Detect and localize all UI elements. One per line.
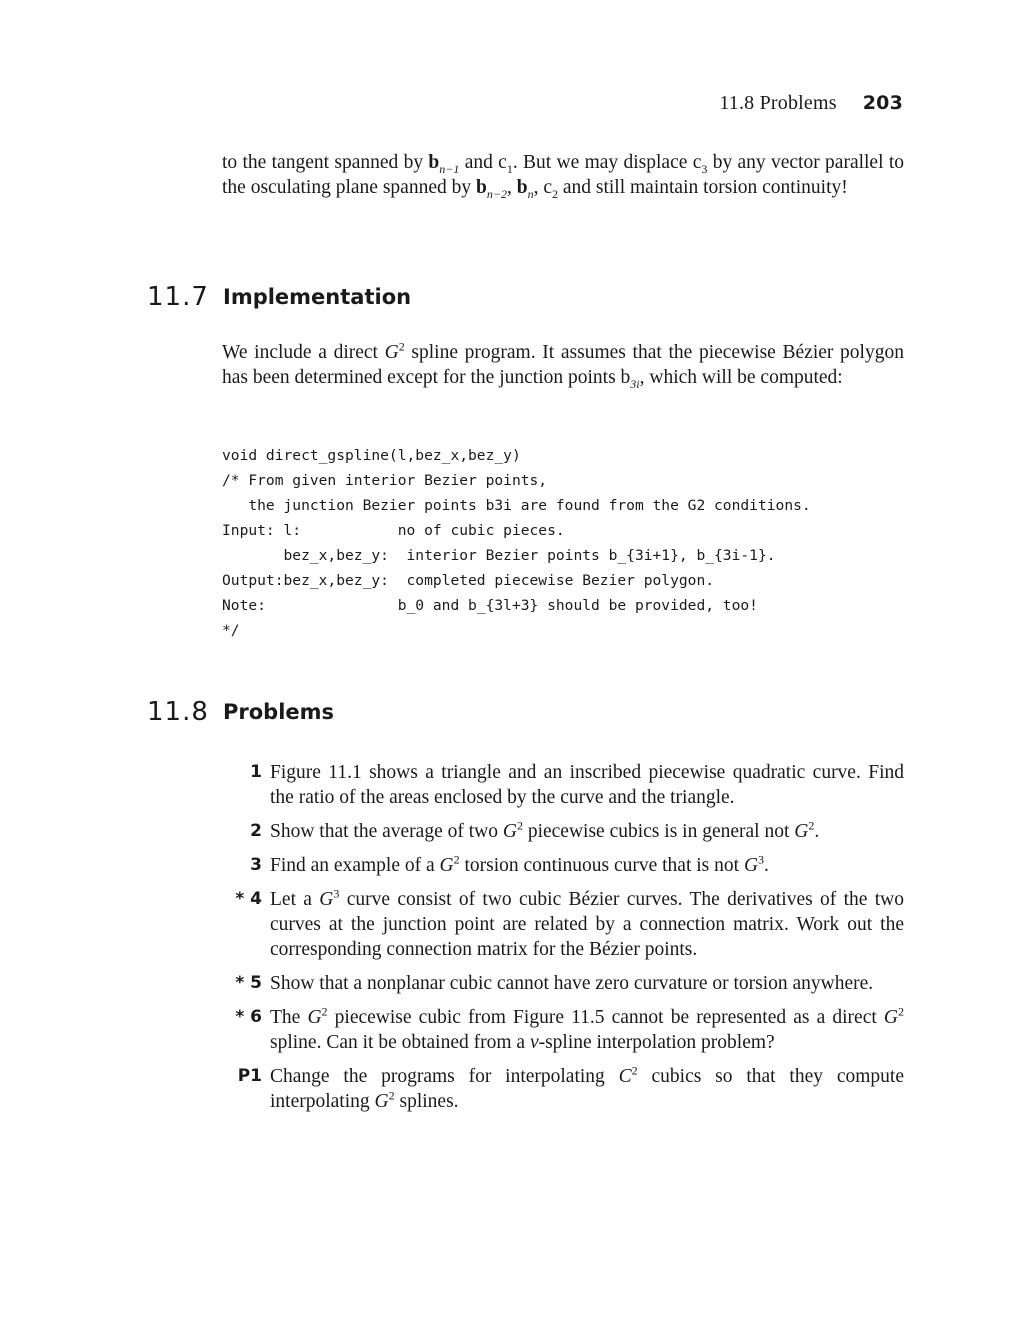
section-heading-implementation (147, 282, 411, 312)
code-line: /* From given interior Bezier points, (222, 472, 548, 489)
code-listing (222, 443, 811, 643)
code-line: bez_x,bez_y: interior Bezier points b_{3i+1}, b_{3i-1}. (222, 547, 776, 564)
problem-item: 1 Figure 11.1 shows a triangle and an inscribed piecewise quadratic curve. Find the ratio of the areas enclosed by the curve and the triangle. (222, 760, 904, 810)
code-line: void direct_gspline(l,bez_x,bez_y) (222, 447, 521, 464)
problem-item: * 5 Show that a nonplanar cubic cannot have zero curvature or torsion anywhere. (222, 971, 904, 996)
section-number: 11.7 (147, 282, 209, 312)
problem-label: 1 (250, 762, 262, 782)
problem-item: P1 Change the programs for interpolating $C^2$ cubics so that they compute interpolating $G^2$ splines. (222, 1064, 904, 1114)
code-line: Note: b_0 and b_{3l+3} should be provided, too! (222, 597, 758, 614)
problem-item: * 4 Let a $G^3$ curve consist of two cubic Bézier curves. The derivatives of the two curves at the junction point are related by a connection matrix. Work out the corresponding connection matrix for the Bézier points. (222, 887, 904, 962)
code-line: Input: l: no of cubic pieces. (222, 522, 565, 539)
problem-label: * 4 (235, 889, 262, 909)
section-title: Implementation (223, 285, 412, 309)
running-head (719, 92, 903, 115)
code-line: Output:bez_x,bez_y: completed piecewise Bezier polygon. (222, 572, 715, 589)
problem-list (222, 760, 904, 1123)
problem-label: 3 (250, 855, 262, 875)
section-heading-problems (147, 697, 334, 727)
implementation-paragraph: We include a direct $G^2$ spline program. It assumes that the piecewise Bézier polygon has been determined except for the junction points $b_{3i}$, which will be computed: (222, 339, 904, 391)
code-line: the junction Bezier points b3i are found from the G2 conditions. (222, 497, 811, 514)
problem-label: P1 (237, 1066, 262, 1086)
section-number: 11.8 (147, 697, 209, 727)
problem-item: 3 Find an example of a $G^2$ torsion continuous curve that is not $G^3$. (222, 853, 904, 878)
problem-label: 2 (250, 821, 262, 841)
intro-paragraph: to the tangent spanned by $b_{n-1}$ and $c_1$. But we may displace $c_3$ by any vector parallel to the osculating plane spanned by $b_{n-2}$, $b_n$, $c_2$ and still maintain torsion continuity! (222, 152, 904, 201)
running-title: 11.8 Problems (719, 92, 837, 114)
problem-item: * 6 The $G^2$ piecewise cubic from Figure 11.5 cannot be represented as a direct $G^2$ spline. Can it be obtained from a ν-spline interpolation problem? (222, 1005, 904, 1055)
section-title: Problems (223, 700, 335, 724)
page-number: 203 (862, 92, 903, 114)
problem-label: * 6 (235, 1007, 262, 1027)
problem-label: * 5 (235, 973, 262, 993)
code-line: */ (222, 622, 240, 639)
problem-item: 2 Show that the average of two $G^2$ piecewise cubics is in general not $G^2$. (222, 819, 904, 844)
